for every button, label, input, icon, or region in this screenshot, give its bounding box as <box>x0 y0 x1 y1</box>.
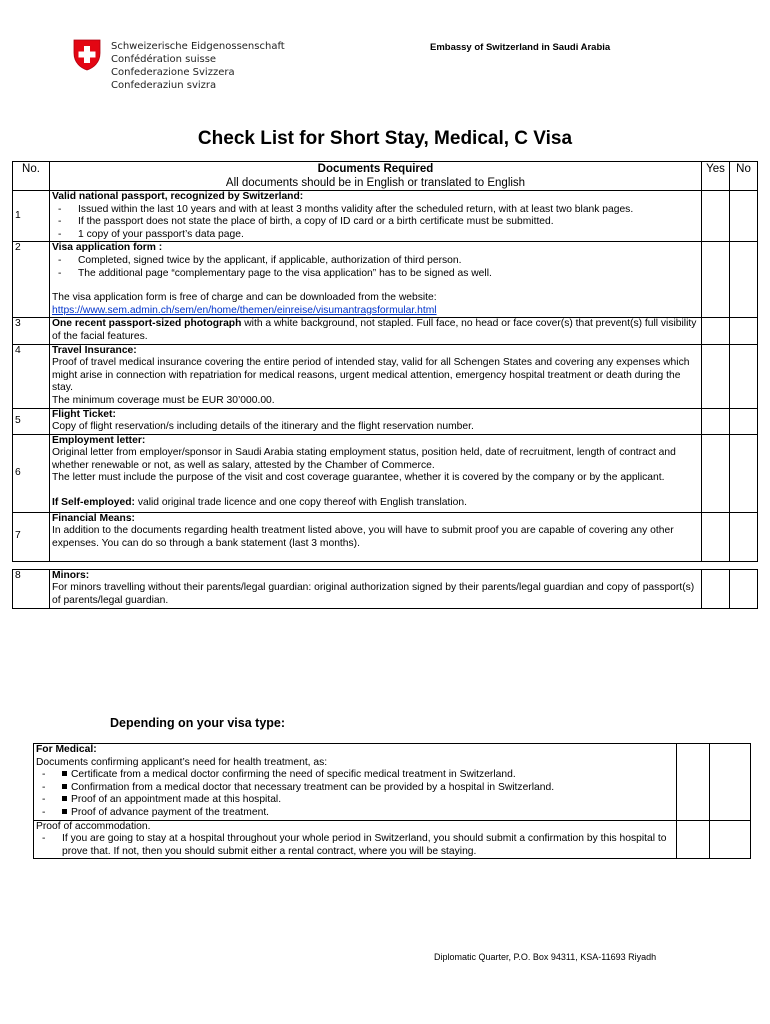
yes-checkbox-cell[interactable] <box>702 344 730 408</box>
row-number: 3 <box>13 318 50 344</box>
square-bullet-icon <box>62 809 67 814</box>
col-header-yes: Yes <box>702 162 730 191</box>
table-row <box>34 820 751 859</box>
no-checkbox-cell[interactable] <box>730 434 758 512</box>
accommodation-documents <box>34 820 677 859</box>
list-item: - Issued within the last 10 years and with at least 3 months validity after the scheduled return, with at least two blank pages. <box>78 204 699 217</box>
row-text: Copy of flight reservation/s including details of the itinerary and the flight reservation number. <box>52 421 474 433</box>
list-item: - Proof of advance payment of the treatment. <box>62 807 674 820</box>
row-documents <box>50 242 702 318</box>
col-header-no: No. <box>13 162 50 191</box>
yes-checkbox-cell[interactable] <box>702 434 730 512</box>
logo-line-de: Schweizerische Eidgenossenschaft <box>111 41 285 52</box>
row-number: 1 <box>13 191 50 242</box>
row-documents <box>50 344 702 408</box>
col-header-no-check: No <box>730 162 758 191</box>
table-row <box>13 242 758 318</box>
row-title: Financial Means: <box>52 512 135 524</box>
table-row <box>13 318 758 344</box>
yes-checkbox-cell[interactable] <box>677 820 710 859</box>
list-item: - The additional page “complementary page to the visa application” has to be signed as well. <box>78 268 699 281</box>
col-header-documents <box>50 162 702 191</box>
page-title: Check List for Short Stay, Medical, C Visa <box>197 128 573 149</box>
list-item: - If you are going to stay at a hospital throughout your whole period in Switzerland, you should submit a confirmation by this hospital to prove that. If not, then you should submit either a rental contract, where you will be staying. <box>62 833 674 858</box>
row-number: 2 <box>13 242 50 318</box>
table-row <box>13 191 758 242</box>
row-text: Original letter from employer/sponsor in Saudi Arabia stating employment status, position held, date of recruitment, length of contract and whether renewable or not, as well as salary, attested by the Chamber of Commerce. <box>52 447 676 471</box>
row-number: 5 <box>13 408 50 434</box>
documents-language-note: All documents should be in English or translated to English <box>225 177 526 189</box>
table-row <box>13 344 758 408</box>
swiss-crest-icon <box>73 39 101 71</box>
documents-required-label: Documents Required <box>317 163 434 175</box>
no-checkbox-cell[interactable] <box>730 512 758 561</box>
list-item: - Certificate from a medical doctor confirming the need of specific medical treatment in Switzerland. <box>62 769 674 782</box>
list-item: - Completed, signed twice by the applicant, if applicable, authorization of third person. <box>78 255 699 268</box>
list-item: - 1 copy of your passport’s data page. <box>78 229 699 242</box>
row-text: In addition to the documents regarding health treatment listed above, you will have to submit proof you are capable of covering any other expenses. You can do so through a bank statement (last 3 months). <box>52 525 674 549</box>
list-item: - Proof of an appointment made at this hospital. <box>62 794 674 807</box>
square-bullet-icon <box>62 796 67 801</box>
logo-line-it: Confederazione Svizzera <box>111 67 235 78</box>
yes-checkbox-cell[interactable] <box>702 191 730 242</box>
self-employed-label: If Self-employed: <box>52 497 135 509</box>
yes-checkbox-cell[interactable] <box>702 318 730 344</box>
no-checkbox-cell[interactable] <box>730 318 758 344</box>
accommodation-title: Proof of accommodation. <box>36 820 151 832</box>
logo-line-rm: Confederaziun svizra <box>111 80 217 91</box>
row-text: For minors travelling without their parents/legal guardian: original authorization signed by their parents/legal guardian and copy of passport(s) of parents/legal guardian. <box>52 582 695 606</box>
table-row <box>13 408 758 434</box>
yes-checkbox-cell[interactable] <box>702 408 730 434</box>
list-item: - Confirmation from a medical doctor that necessary treatment can be provided by a hospital in Switzerland. <box>62 782 674 795</box>
visa-type-table <box>33 743 751 859</box>
medical-title: For Medical: <box>36 744 97 755</box>
no-checkbox-cell[interactable] <box>730 344 758 408</box>
checklist-table <box>12 161 758 609</box>
row-title: Travel Insurance: <box>52 344 137 356</box>
yes-checkbox-cell[interactable] <box>702 512 730 561</box>
row-title: Minors: <box>52 569 90 581</box>
yes-checkbox-cell[interactable] <box>702 242 730 318</box>
row-title: One recent passport-sized photograph <box>52 318 242 330</box>
no-checkbox-cell[interactable] <box>730 569 758 608</box>
row-documents <box>50 569 702 608</box>
table-row <box>34 744 751 821</box>
yes-checkbox-cell[interactable] <box>702 569 730 608</box>
row-title: Visa application form : <box>52 242 163 254</box>
row-text-2: The minimum coverage must be EUR 30’000.00. <box>52 394 275 406</box>
no-checkbox-cell[interactable] <box>730 242 758 318</box>
confederation-names <box>111 40 285 92</box>
no-checkbox-cell[interactable] <box>710 744 751 821</box>
row-number: 4 <box>13 344 50 408</box>
no-checkbox-cell[interactable] <box>710 820 751 859</box>
form-download-note: The visa application form is free of charge and can be downloaded from the website: <box>52 292 437 304</box>
row-title: Employment letter: <box>52 434 146 446</box>
row-documents <box>50 318 702 344</box>
yes-checkbox-cell[interactable] <box>677 744 710 821</box>
medical-documents <box>34 744 677 821</box>
table-header-row <box>13 162 758 191</box>
row-number: 8 <box>13 569 50 608</box>
square-bullet-icon <box>62 771 67 776</box>
row-documents <box>50 512 702 561</box>
self-employed-text: valid original trade licence and one copy thereof with English translation. <box>134 497 467 509</box>
row-title: Flight Ticket: <box>52 408 116 420</box>
visa-type-subheading: Depending on your visa type: <box>110 716 286 730</box>
row-text: Proof of travel medical insurance covering the entire period of intended stay, valid for all Schengen States and covering any expenses which might arise in connection with repatriation for medical reasons, urgent medical attention, emergency hospital treatment or death during the stay. <box>52 357 690 394</box>
table-row <box>13 434 758 512</box>
row-text: with a white background, not stapled. Full face, no head or face cover(s) that prevent(s) full visibility of the facial features. <box>52 318 697 342</box>
row-text-2: The letter must include the purpose of the visit and cost coverage guarantee, whether it is covered by the company or by the applicant. <box>52 472 665 484</box>
medical-intro: Documents confirming applicant’s need for health treatment, as: <box>36 756 328 768</box>
table-row <box>13 569 758 608</box>
logo-line-fr: Confédération suisse <box>111 54 217 65</box>
visa-form-link[interactable]: https://www.sem.admin.ch/sem/en/home/themen/einreise/visumantragsformular.html <box>52 304 437 316</box>
row-documents <box>50 408 702 434</box>
no-checkbox-cell[interactable] <box>730 408 758 434</box>
spacer-row <box>13 561 758 569</box>
row-documents <box>50 191 702 242</box>
table-row <box>13 512 758 561</box>
embassy-name: Embassy of Switzerland in Saudi Arabia <box>430 42 611 53</box>
row-title: Valid national passport, recognized by Switzerland: <box>52 191 304 202</box>
embassy-address: Diplomatic Quarter, P.O. Box 94311, KSA-11693 Riyadh <box>434 952 657 962</box>
row-number: 6 <box>13 434 50 512</box>
no-checkbox-cell[interactable] <box>730 191 758 242</box>
list-item: - If the passport does not state the place of birth, a copy of ID card or a birth certificate must be submitted. <box>78 216 699 229</box>
row-number: 7 <box>13 512 50 561</box>
row-documents <box>50 434 702 512</box>
square-bullet-icon <box>62 784 67 789</box>
